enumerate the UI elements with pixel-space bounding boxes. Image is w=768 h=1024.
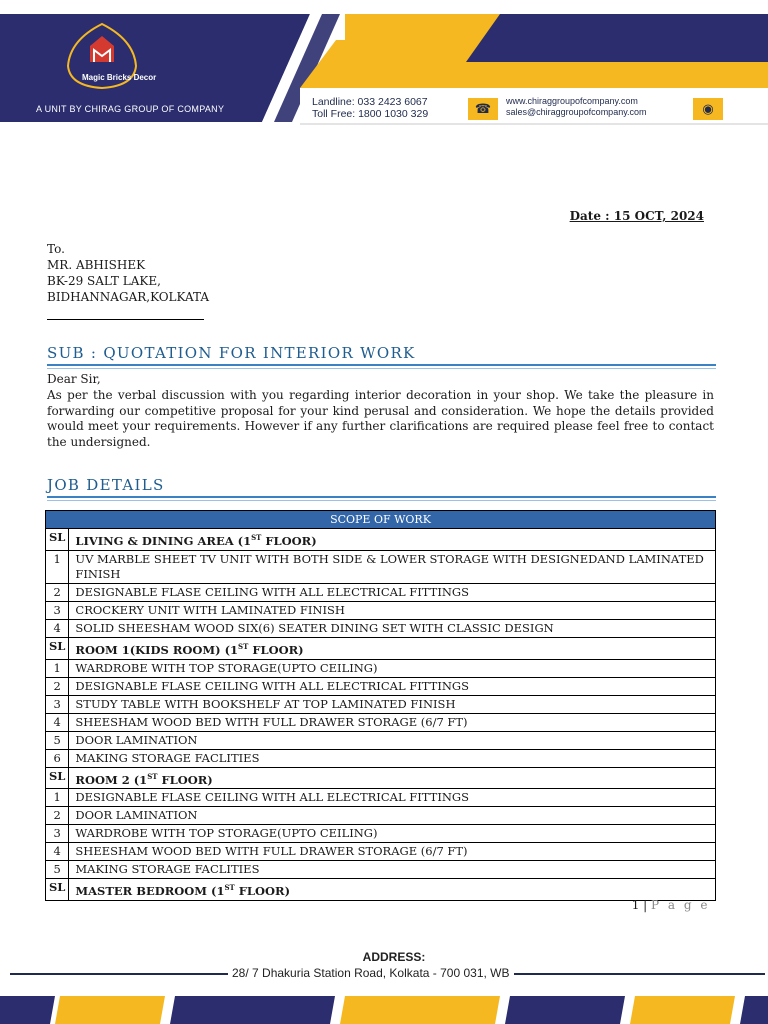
section-title <box>69 637 716 659</box>
item-number: 4 <box>46 619 69 637</box>
item-description: WARDROBE WITH TOP STORAGE(UPTO CEILING) <box>69 825 716 843</box>
tollfree-text: Toll Free: 1800 1030 329 <box>312 108 429 120</box>
job-details-rule-thin <box>47 500 716 501</box>
section-title-end: FLOOR) <box>234 884 291 899</box>
section-title-sup: ST <box>251 533 262 542</box>
section-title <box>69 767 716 789</box>
section-sl: SL <box>46 767 69 789</box>
contact-web-block <box>506 96 647 118</box>
page-sep: | <box>643 898 648 912</box>
footer-stripe <box>0 994 768 1024</box>
section-row <box>46 637 716 659</box>
table-row <box>46 825 716 843</box>
table-row <box>46 677 716 695</box>
recipient-line1: BK-29 SALT LAKE, <box>47 274 161 288</box>
table-row <box>46 713 716 731</box>
footer-address: 28/ 7 Dhakuria Station Road, Kolkata - 700 031, WB <box>228 966 514 980</box>
salutation: Dear Sir, <box>47 372 101 386</box>
item-description: MAKING STORAGE FACLITIES <box>69 749 716 767</box>
item-description: DOOR LAMINATION <box>69 807 716 825</box>
subject-rule <box>47 364 716 366</box>
scope-heading: SCOPE OF WORK <box>46 511 716 529</box>
table-row <box>46 807 716 825</box>
item-number: 3 <box>46 695 69 713</box>
item-number: 4 <box>46 843 69 861</box>
logo-wordmark: Magic Bricks Decor <box>82 73 157 82</box>
table-row <box>46 601 716 619</box>
section-title-text: MASTER BEDROOM (1 <box>75 884 225 899</box>
item-description: DESIGNABLE FLASE CEILING WITH ALL ELECTRICAL FITTINGS <box>69 789 716 807</box>
item-number: 1 <box>46 550 69 583</box>
table-row <box>46 861 716 879</box>
recipient-name: MR. ABHISHEK <box>47 258 146 272</box>
section-row <box>46 529 716 551</box>
item-description: CROCKERY UNIT WITH LAMINATED FINISH <box>69 601 716 619</box>
item-number: 2 <box>46 583 69 601</box>
to-label: To. <box>47 242 65 256</box>
item-number: 3 <box>46 825 69 843</box>
table-header-row <box>46 511 716 529</box>
recipient-line2: BIDHANNAGAR,KOLKATA <box>47 290 210 304</box>
section-title-end: FLOOR) <box>261 533 317 548</box>
section-title <box>69 879 716 901</box>
table-row <box>46 550 716 583</box>
footer-address-label: ADDRESS: <box>362 950 426 964</box>
website-text: www.chiraggroupofcompany.com <box>506 96 638 106</box>
section-title-text: ROOM 1(KIDS ROOM) (1 <box>75 642 239 657</box>
item-description: SHEESHAM WOOD BED WITH FULL DRAWER STORAGE (6/7 FT) <box>69 713 716 731</box>
item-number: 4 <box>46 713 69 731</box>
section-sl: SL <box>46 529 69 551</box>
address-underline <box>47 319 204 320</box>
section-row <box>46 767 716 789</box>
table-row <box>46 749 716 767</box>
item-description: STUDY TABLE WITH BOOKSHELF AT TOP LAMINATED FINISH <box>69 695 716 713</box>
phone-icon: ☎ <box>468 98 498 120</box>
job-details-heading: JOB DETAILS <box>47 476 165 494</box>
landline-text: Landline: 033 2423 6067 <box>312 96 428 108</box>
phone-block <box>312 96 428 120</box>
item-number: 5 <box>46 861 69 879</box>
letterhead-banner <box>0 0 768 130</box>
section-title-end: FLOOR) <box>157 772 213 787</box>
email-text: sales@chiraggroupofcompany.com <box>506 107 647 117</box>
item-description: MAKING STORAGE FACLITIES <box>69 861 716 879</box>
section-row <box>46 879 716 901</box>
letter-paragraph: As per the verbal discussion with you regarding interior decoration in your shop. We take the pleasure in forwarding our competitive proposal for your kind perusal and consideration. We hope the details provided would meet your requirements. However if any further clarifications are required please feel free to contact the undersigned. <box>47 387 714 450</box>
item-number: 2 <box>46 807 69 825</box>
item-number: 5 <box>46 731 69 749</box>
item-number: 6 <box>46 749 69 767</box>
item-description: SOLID SHEESHAM WOOD SIX(6) SEATER DINING SET WITH CLASSIC DESIGN <box>69 619 716 637</box>
item-number: 3 <box>46 601 69 619</box>
unit-tagline: A UNIT BY CHIRAG GROUP OF COMPANY <box>36 104 225 114</box>
table-row <box>46 843 716 861</box>
recipient-address <box>47 241 209 305</box>
item-number: 1 <box>46 659 69 677</box>
item-description: UV MARBLE SHEET TV UNIT WITH BOTH SIDE & LOWER STORAGE WITH DESIGNEDAND LAMINATED FINISH <box>69 550 716 583</box>
section-sl: SL <box>46 879 69 901</box>
page-word: P a g e <box>651 898 710 912</box>
table-row <box>46 659 716 677</box>
section-title-sup: ST <box>147 771 158 781</box>
quotation-date: Date : 15 OCT, 2024 <box>569 209 704 223</box>
job-details-rule <box>47 496 716 498</box>
item-description: DOOR LAMINATION <box>69 731 716 749</box>
item-description: DESIGNABLE FLASE CEILING WITH ALL ELECTRICAL FITTINGS <box>69 677 716 695</box>
table-row <box>46 619 716 637</box>
table-row <box>46 583 716 601</box>
section-title <box>69 529 716 551</box>
table-row <box>46 695 716 713</box>
subject-heading: SUB : QUOTATION FOR INTERIOR WORK <box>47 344 416 362</box>
item-description: SHEESHAM WOOD BED WITH FULL DRAWER STORAGE (6/7 FT) <box>69 843 716 861</box>
item-number: 1 <box>46 789 69 807</box>
page-num: 1 <box>631 898 640 912</box>
item-description: DESIGNABLE FLASE CEILING WITH ALL ELECTRICAL FITTINGS <box>69 583 716 601</box>
subject-rule-thin <box>47 368 716 369</box>
globe-icon: ◉ <box>693 98 723 120</box>
page-number <box>632 898 710 912</box>
table-row <box>46 789 716 807</box>
section-title-sup: ST <box>238 641 249 651</box>
section-title-text: ROOM 2 (1 <box>75 772 148 787</box>
scope-of-work-table <box>45 510 716 901</box>
table-row <box>46 731 716 749</box>
section-title-end: FLOOR) <box>248 642 304 657</box>
item-description: WARDROBE WITH TOP STORAGE(UPTO CEILING) <box>69 659 716 677</box>
section-title-sup: ST <box>224 883 235 893</box>
section-sl: SL <box>46 637 69 659</box>
letter-body <box>47 372 714 451</box>
section-title-text: LIVING & DINING AREA (1 <box>75 533 252 548</box>
item-number: 2 <box>46 677 69 695</box>
